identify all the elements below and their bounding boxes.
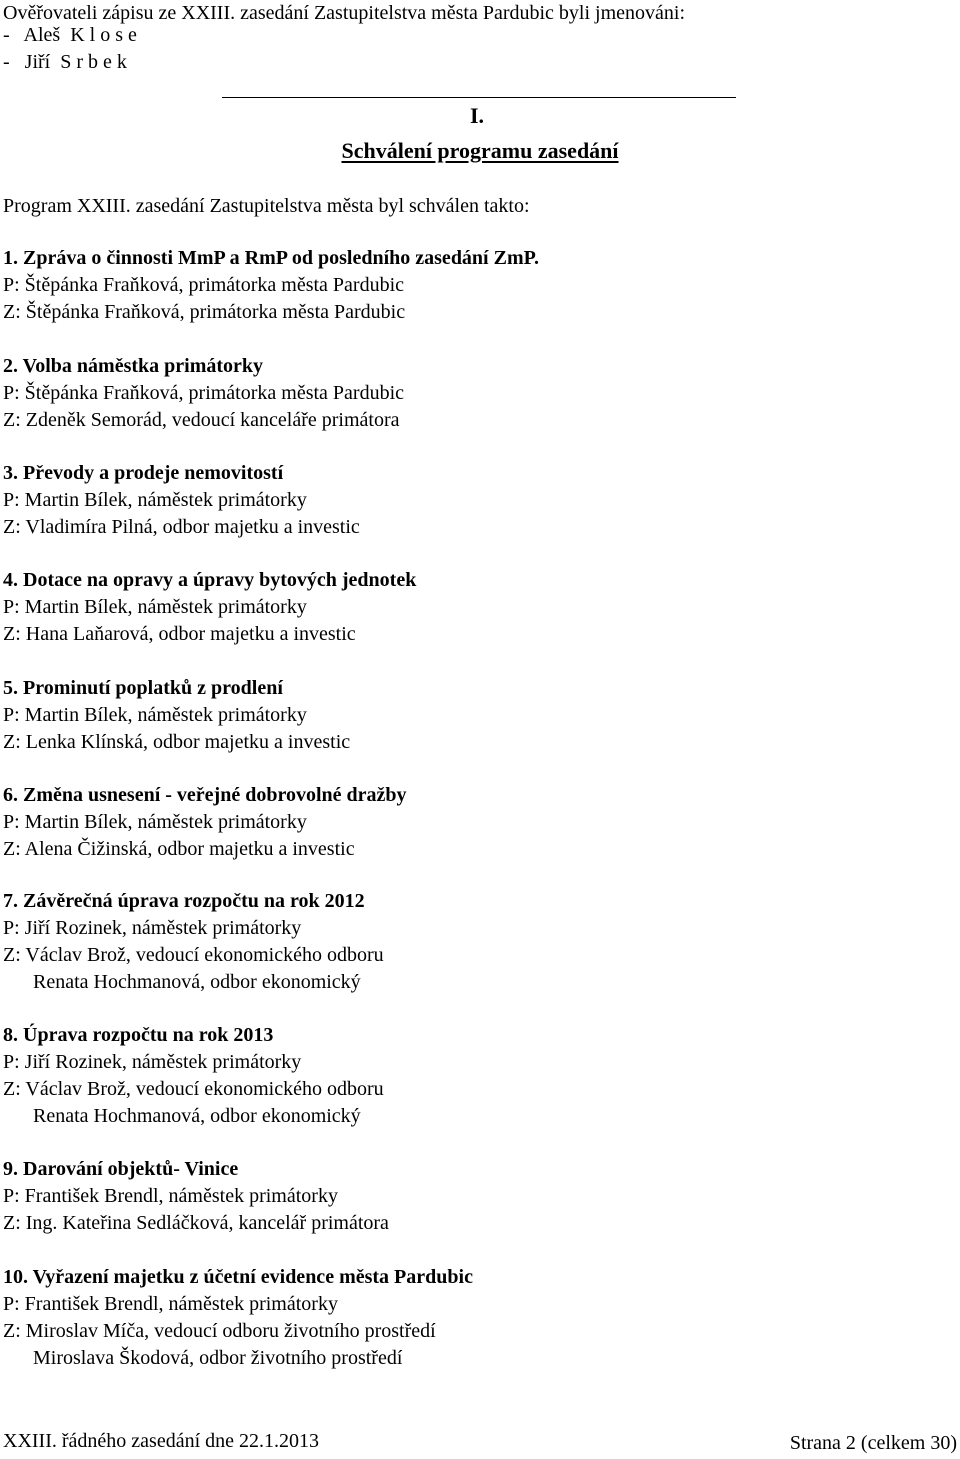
- agenda-item: [3, 567, 416, 648]
- footer-page-number: Strana 2 (celkem 30): [789, 1432, 957, 1454]
- agenda-item-processor-continuation: Renata Hochmanová, odbor ekonomický: [33, 971, 361, 993]
- agenda-item-presenter: P: Martin Bílek, náměstek primátorky: [3, 489, 307, 511]
- footer-meeting-label: XXIII. řádného zasedání dne 22.1.2013: [3, 1430, 320, 1452]
- agenda-item-presenter: P: František Brendl, náměstek primátorky: [3, 1185, 338, 1207]
- section-number: I.: [470, 103, 485, 128]
- agenda-item-title: 10. Vyřazení majetku z účetní evidence města Pardubic: [3, 1266, 473, 1288]
- section-title: Schválení programu zasedání: [341, 138, 619, 163]
- agenda-item-presenter: P: Martin Bílek, náměstek primátorky: [3, 596, 307, 618]
- agenda-item-processor: Z: Ing. Kateřina Sedláčková, kancelář primátora: [3, 1212, 389, 1234]
- agenda-item-title: 7. Závěrečná úprava rozpočtu na rok 2012: [3, 890, 365, 912]
- agenda-item-presenter: P: Štěpánka Fraňková, primátorka města Pardubic: [3, 274, 405, 296]
- agenda-item-processor: Z: Vladimíra Pilná, odbor majetku a investic: [3, 516, 360, 538]
- verifiers-intro: Ověřovateli zápisu ze XXIII. zasedání Zastupitelstva města Pardubic byli jmenováni:: [3, 2, 686, 24]
- program-intro: Program XXIII. zasedání Zastupitelstva města byl schválen takto:: [3, 195, 530, 217]
- agenda-item-title: 1. Zpráva o činnosti MmP a RmP od posledního zasedání ZmP.: [3, 247, 539, 269]
- agenda-item-processor: Z: Václav Brož, vedoucí ekonomického odboru: [3, 944, 384, 966]
- agenda-item-presenter: P: Jiří Rozinek, náměstek primátorky: [3, 1051, 302, 1073]
- agenda-item: [3, 782, 407, 863]
- agenda-item-presenter: P: Martin Bílek, náměstek primátorky: [3, 704, 307, 726]
- agenda-item: [3, 675, 350, 756]
- agenda-item-presenter: P: František Brendl, náměstek primátorky: [3, 1293, 338, 1315]
- agenda-item-processor: Z: Václav Brož, vedoucí ekonomického odboru: [3, 1078, 384, 1100]
- agenda-item-processor: Z: Lenka Klínská, odbor majetku a investic: [3, 731, 351, 753]
- agenda-item-title: 2. Volba náměstka primátorky: [3, 355, 264, 377]
- agenda-item-processor-continuation: Renata Hochmanová, odbor ekonomický: [33, 1105, 361, 1127]
- horizontal-rule: [222, 97, 736, 98]
- agenda-item-processor-continuation: Miroslava Škodová, odbor životního prostředí: [33, 1347, 403, 1369]
- agenda-item: [3, 888, 384, 996]
- agenda-item-title: 3. Převody a prodeje nemovitostí: [3, 462, 284, 484]
- agenda-item-title: 5. Prominutí poplatků z prodlení: [3, 677, 283, 699]
- agenda-item: [3, 1156, 389, 1237]
- agenda-item-title: 6. Změna usnesení - veřejné dobrovolné dražby: [3, 784, 407, 806]
- agenda-item-presenter: P: Martin Bílek, náměstek primátorky: [3, 811, 307, 833]
- agenda-item-presenter: P: Jiří Rozinek, náměstek primátorky: [3, 917, 302, 939]
- agenda-item-processor: Z: Alena Čižinská, odbor majetku a investic: [3, 838, 355, 860]
- agenda-item-presenter: P: Štěpánka Fraňková, primátorka města Pardubic: [3, 382, 405, 404]
- verifier-item: - Aleš K l o s e: [3, 24, 137, 46]
- agenda-item-processor: Z: Hana Laňarová, odbor majetku a investic: [3, 623, 356, 645]
- agenda-item-title: 8. Úprava rozpočtu na rok 2013: [3, 1024, 274, 1046]
- agenda-item: [3, 1264, 473, 1372]
- agenda-item-title: 9. Darování objektů- Vinice: [3, 1158, 239, 1180]
- agenda-item-title: 4. Dotace na opravy a úpravy bytových jednotek: [3, 569, 417, 591]
- verifier-item: - Jiří S r b e k: [3, 51, 127, 73]
- agenda-item: [3, 1022, 384, 1130]
- agenda-item: [3, 245, 539, 326]
- agenda-item-processor: Z: Miroslav Míča, vedoucí odboru životního prostředí: [3, 1320, 436, 1342]
- agenda-item-processor: Z: Štěpánka Fraňková, primátorka města Pardubic: [3, 301, 406, 323]
- agenda-item-processor: Z: Zdeněk Semorád, vedoucí kanceláře primátora: [3, 409, 400, 431]
- agenda-item: [3, 460, 360, 541]
- agenda-item: [3, 353, 404, 434]
